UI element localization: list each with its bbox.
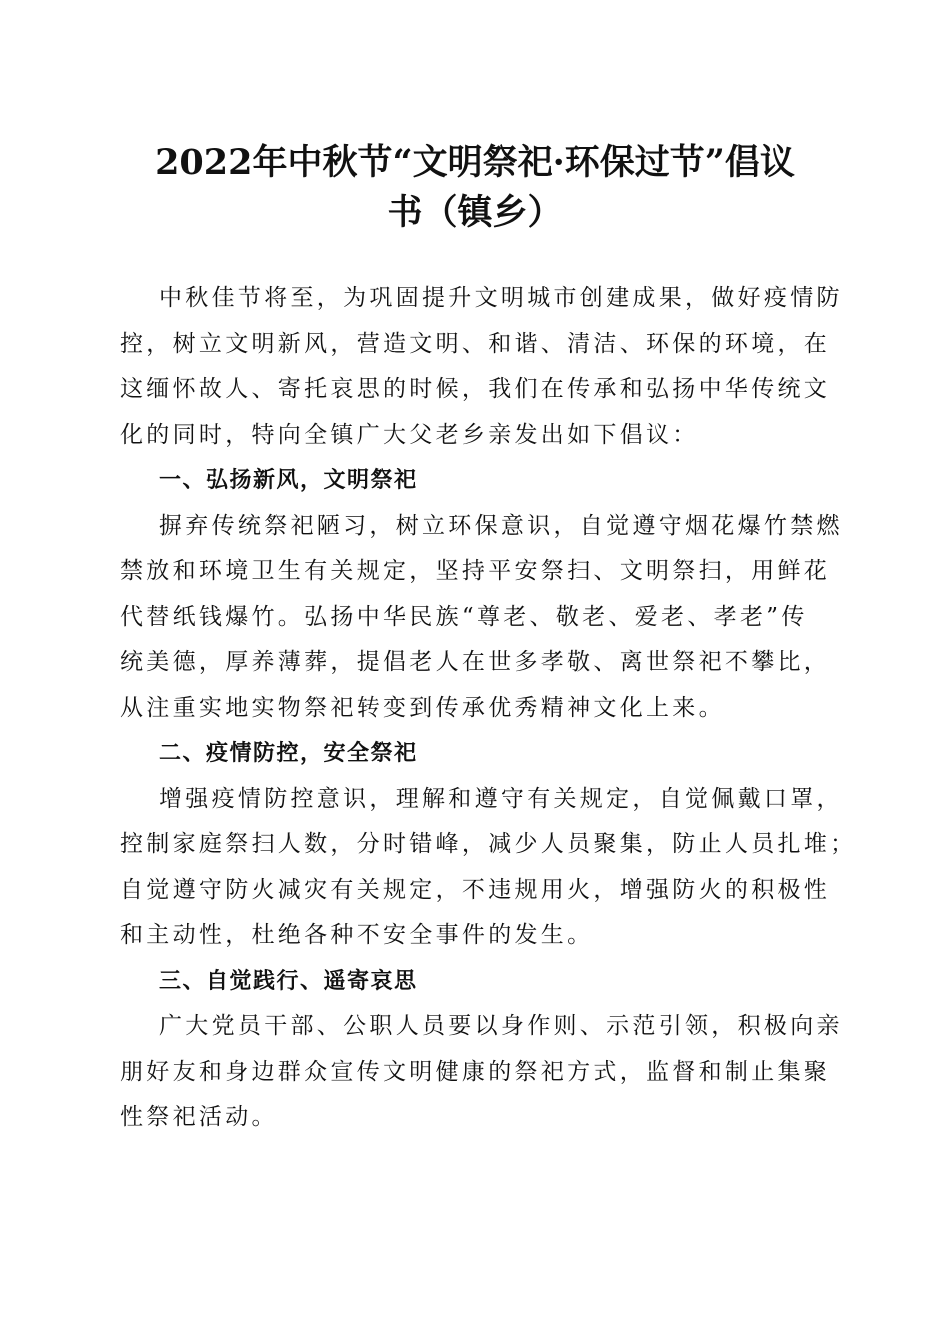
paragraph-line: 代替纸钱爆竹。弘扬中华民族“尊老、敬老、爱老、孝老”传 <box>120 603 808 630</box>
section-1-heading: 一、弘扬新风，文明祭祀 <box>159 468 418 493</box>
paragraph-line: 自觉遵守防火减灾有关规定，不违规用火，增强防火的积极性 <box>120 876 831 903</box>
section-3-heading: 三、自觉践行、遥寄哀思 <box>159 968 418 994</box>
section-3-paragraph <box>120 1004 843 1141</box>
paragraph-line: 和主动性，杜绝各种不安全事件的发生。 <box>120 922 594 948</box>
title-line-2: 书（镇乡） <box>387 192 563 233</box>
paragraph-line: 增强疫情防控意识，理解和遵守有关规定，自觉佩戴口罩， <box>159 785 843 812</box>
paragraph-line: 中秋佳节将至，为巩固提升文明城市创建成果，做好疫情防 <box>159 285 843 311</box>
paragraph-line: 从注重实地实物祭祀转变到传承优秀精神文化上来。 <box>120 694 725 721</box>
paragraph-line: 控，树立文明新风，营造文明、和谐、清洁、环保的环境，在 <box>120 330 831 357</box>
paragraph-line: 摒弃传统祭祀陋习，树立环保意识，自觉遵守烟花爆竹禁燃 <box>159 512 843 539</box>
paragraph-line: 化的同时，特向全镇广大父老乡亲发出如下倡议： <box>120 421 699 448</box>
section-2-paragraph <box>120 777 857 959</box>
paragraph-line: 控制家庭祭扫人数，分时错峰，减少人员聚集，防止人员扎堆； <box>120 831 857 857</box>
paragraph-line: 禁放和环境卫生有关规定，坚持平安祭扫、文明祭扫，用鲜花 <box>120 558 831 584</box>
title-line-1: 2022年中秋节“文明祭祀·环保过节”倡议 <box>155 142 795 183</box>
document-body <box>120 276 857 1141</box>
paragraph-line: 性祭祀活动。 <box>120 1104 278 1130</box>
section-2-heading: 二、疫情防控，安全祭祀 <box>159 741 418 766</box>
section-1-paragraph <box>120 504 843 732</box>
document-title <box>110 138 840 238</box>
paragraph-line: 朋好友和身边群众宣传文明健康的祭祀方式，监督和制止集聚 <box>120 1058 831 1085</box>
paragraph-line: 这缅怀故人、寄托哀思的时候，我们在传承和弘扬中华传统文 <box>120 376 831 402</box>
intro-paragraph <box>120 276 843 458</box>
paragraph-line: 统美德，厚养薄葬，提倡老人在世多孝敬、离世祭祀不攀比， <box>120 649 831 675</box>
paragraph-line: 广大党员干部、公职人员要以身作则、示范引领，积极向亲 <box>159 1013 843 1039</box>
